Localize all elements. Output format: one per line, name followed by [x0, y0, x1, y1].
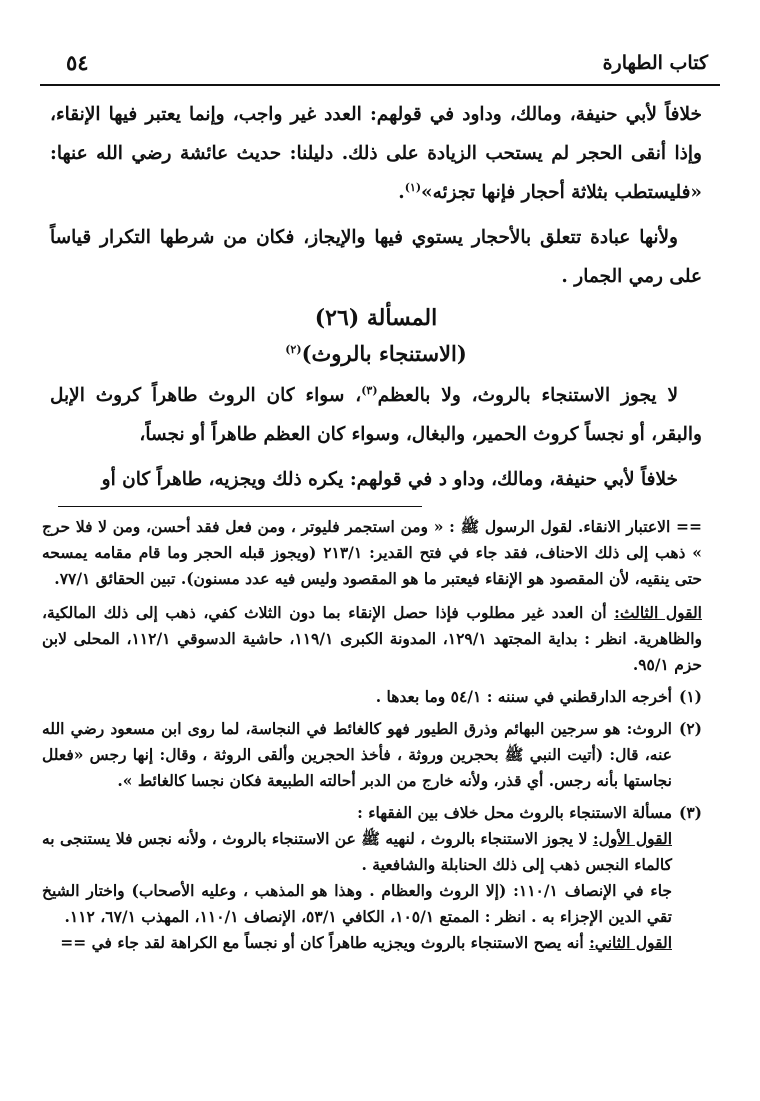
paragraph-1-text: خلافاً لأبي حنيفة، ومالك، وداود في قولهم: العدد غير واجب، وإنما يعتبر فيها الإنقاء، وإذا أنقى الحجر لم يستحب الزيادة على ذلك. دليلنا: حديث عائشة رضي الله عنها: «فليستطب بثلاثة أحجار فإنها تجزئه»	[50, 104, 702, 203]
footnote-ref-1: (١)	[404, 180, 422, 194]
page-header	[40, 44, 720, 86]
third-opinion-label: القول الثالث:	[614, 603, 702, 622]
main-text	[50, 95, 702, 499]
paragraph-3-text-a: لا يجوز الاستنجاء بالروث، ولا بالعظم	[377, 385, 678, 406]
footnote-2	[42, 716, 702, 794]
running-title: كتاب الطهارة	[602, 52, 708, 74]
issue-subheading-text: (الاستنجاء بالروث)	[301, 341, 467, 366]
footnote-separator	[58, 506, 422, 507]
continuation-text: الاعتبار الانقاء. لقول الرسول ﷺ : « ومن استجمر فليوتر ، ومن فعل فقد أحسن، ومن لا فلا حرج » ذهب إلى ذلك الاحناف، فقد جاء في فتح القدير: ٢١٣/١ (ويجوز قبله الحجر وما قام مقامه يمسحه حتى ينقيه، لأن المقصود هو الإنقاء فيعتبر ما هو المقصود وليس فيه عدد مسنون). تبين الحقائق ٧٧/١.	[42, 517, 702, 588]
page-number: ٥٤	[66, 50, 89, 75]
second-opinion-label: القول الثاني:	[589, 933, 672, 952]
paragraph-2: ولأنها عبادة تتعلق بالأحجار يستوي فيها والإيجاز، فكان من شرطها التكرار قياساً على رمي الجمار .	[50, 227, 702, 287]
paragraph-4: خلافاً لأبي حنيفة، ومالك، وداو د في قولهم: يكره ذلك ويجزيه، طاهراً كان أو	[101, 469, 678, 490]
footnote-continuation	[42, 514, 702, 592]
paragraph-3-text-b: ، سواء كان الروث طاهراً كروث الإبل والبقر، أو نجساً كروث الحمير، والبغال، وسواء كان العظم طاهراً أو نجساً،	[50, 385, 702, 445]
third-opinion-text: أن العدد غير مطلوب فإذا حصل الإنقاء بما دون الثلاث كفي، ذهب إلى ذلك المالكية، والظاهرية. انظر : بداية المجتهد ١٢٩/١، المدونة الكبرى ١١٩/١، حاشية الدسوقي ١١٢/١، المحلى لابن حزم ٩٥/١.	[42, 603, 702, 674]
footnote-1-text: أخرجه الدارقطني في سننه : ٥٤/١ وما بعدها .	[375, 687, 672, 706]
insaf-quote: جاء في الإنصاف ١١٠/١: (إلا الروث والعظام . وهذا هو المذهب ، وعليه الأصحاب) واختار الشيخ تقي الدين الإجزاء به . انظر : الممتع ١٠٥/١، الكافي ٥٣/١، الإنصاف ١١٠/١، المهذب ٦٧/١، ١١٢.	[42, 881, 672, 926]
second-opinion	[42, 930, 702, 956]
footnote-3-text: مسألة الاستنجاء بالروث محل خلاف بين الفقهاء :	[357, 803, 672, 822]
first-opinion	[42, 826, 702, 878]
paragraph-1-end: .	[398, 182, 405, 203]
footnote-ref-3: (٣)	[361, 383, 378, 397]
footnote-3	[42, 800, 702, 826]
footnotes	[42, 514, 702, 956]
footnote-3-number: (٣)	[678, 803, 702, 822]
footnote-2-text: الروث: هو سرجين البهائم وذرق الطيور فهو كالغائط في النجاسة، لما روى ابن مسعود رضي الله عنه، قال: (أتيت النبي ﷺ بحجرين وروثة ، فأخذ الحجرين وألقى الروثة ، وقال: إنها رجس «فعلل نجاستها بأنه رجس. أي قذر، ولأنه خارج من الدبر أحالته الطبيعة فكان نجسا كالغائط ».	[42, 719, 672, 790]
third-opinion	[42, 600, 702, 678]
footnote-2-number: (٢)	[678, 719, 702, 738]
first-opinion-text: لا يجوز الاستنجاء بالروث ، لنهيه ﷺ عن الاستنجاء بالروث ، ولأنه نجس فلا يستنجى به كالماء النجس ذهب إلى ذلك الحنابلة والشافعية .	[42, 829, 672, 874]
footnote-1	[42, 684, 702, 710]
paragraph-1	[50, 95, 702, 212]
continuation-mark: ==	[676, 517, 702, 536]
second-opinion-text: أنه يصح الاستنجاء بالروث ويجزيه طاهراً كان أو نجساً مع الكراهة لقد جاء في	[91, 933, 584, 952]
footnote-ref-2: (٢)	[285, 343, 302, 356]
continues-mark: ==	[60, 933, 87, 952]
footnote-1-number: (١)	[678, 687, 702, 706]
paragraph-3	[50, 376, 702, 454]
issue-heading: المسألة (٢٦)	[314, 305, 438, 331]
issue-subheading	[50, 336, 702, 372]
first-opinion-label: القول الأول:	[592, 829, 672, 848]
